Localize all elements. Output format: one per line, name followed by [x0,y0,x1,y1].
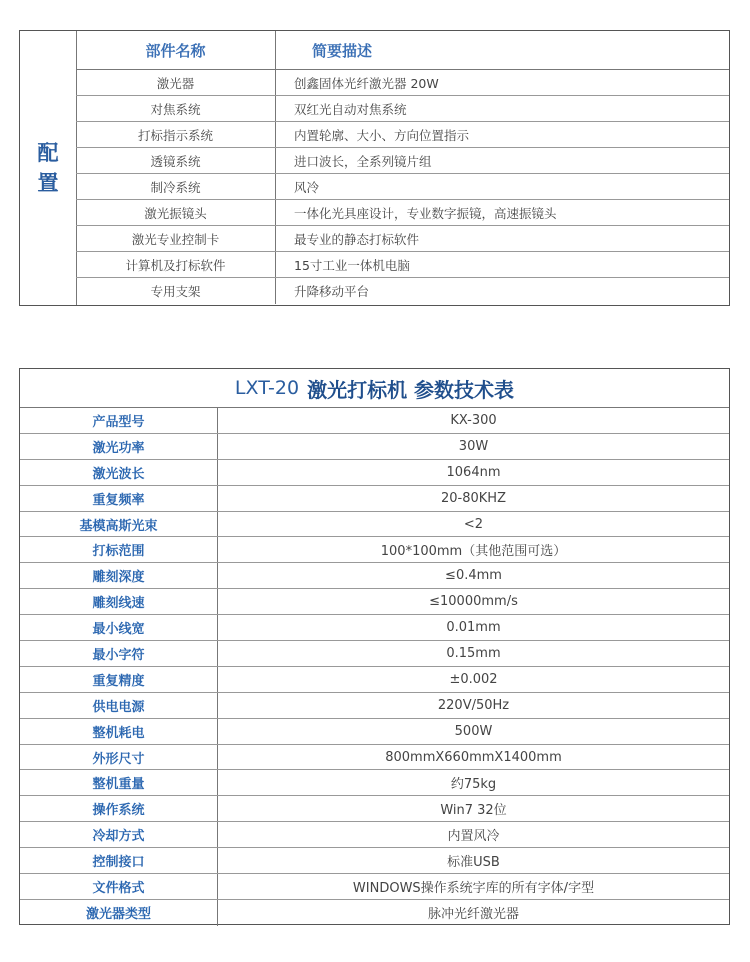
params-key-cell: 雕刻深度 [20,563,218,588]
config-desc-cell: 最专业的静态打标软件 [294,231,420,247]
config-header-row [76,31,729,70]
config-side-char-1: 配 [37,141,59,165]
params-key-cell: 文件格式 [20,874,218,899]
config-part-cell: 对焦系统 [76,96,276,121]
params-value-cell: <2 [463,516,484,532]
params-value-cell: 1064nm [446,464,501,480]
params-value-cell: 脉冲光纤激光器 [427,907,519,923]
params-row [20,641,729,667]
config-part-cell: 专用支架 [76,278,276,304]
params-title-model: LXT-20 [234,377,300,399]
params-row [20,589,729,615]
params-row [20,460,729,486]
params-title-name: 激光打标机 参数技术表 [307,377,515,402]
params-row [20,486,729,512]
params-value-cell: 约75kg [450,777,497,793]
params-value-cell: Win7 32位 [440,803,507,819]
params-key-cell: 基模高斯光束 [20,512,218,537]
params-key-cell: 操作系统 [20,796,218,821]
config-desc-cell: 升降移动平台 [294,284,370,299]
params-key-cell: 控制接口 [20,848,218,873]
params-row [20,512,729,538]
params-value-cell: 0.15mm [446,645,501,661]
config-part-cell: 激光振镜头 [76,200,276,225]
config-part-cell: 制冷系统 [76,174,276,199]
config-row [76,122,729,148]
config-side-char-2: 置 [37,171,59,195]
config-desc-cell: 进口波长，全系列镜片组 [294,153,432,169]
params-key-cell: 雕刻线速 [20,589,218,614]
config-side-label [20,31,77,305]
params-value-cell: 20-80KHZ [441,490,506,506]
params-row [20,745,729,771]
params-value-cell: 内置风冷 [447,829,500,845]
params-key-cell: 外形尺寸 [20,745,218,770]
params-value-cell: 0.01mm [446,620,501,636]
config-desc-cell: 双红光自动对焦系统 [294,101,407,117]
params-row [20,615,729,641]
params-key-cell: 最小线宽 [20,615,218,640]
config-desc-cell: 15寸工业一体机电脑 [294,257,410,273]
config-part-cell: 计算机及打标软件 [76,252,276,277]
params-value-cell: 220V/50Hz [437,697,510,713]
params-table [19,368,730,925]
params-value-cell: ≤0.4mm [445,568,502,584]
params-key-cell: 冷却方式 [20,822,218,847]
config-part-cell: 激光专业控制卡 [76,226,276,251]
params-key-cell: 产品型号 [20,408,218,433]
config-row [76,96,729,122]
config-row [76,70,729,96]
params-row [20,822,729,848]
params-value-cell: 500W [454,723,493,739]
params-row [20,408,729,434]
config-part-cell: 透镜系统 [76,148,276,173]
params-row [20,719,729,745]
params-row [20,434,729,460]
params-value-cell: ≤10000mm/s [429,594,518,610]
params-key-cell: 激光波长 [20,460,218,485]
params-value-cell: 30W [458,438,489,454]
config-row [76,226,729,252]
config-row [76,174,729,200]
config-desc-cell: 风冷 [294,179,320,195]
config-row [76,278,729,304]
params-row [20,693,729,719]
config-desc-cell: 一体化光具座设计，专业数字振镜，高速振镜头 [294,205,557,221]
config-header-desc: 简要描述 [312,41,373,60]
params-row [20,537,729,563]
config-desc-cell: 创鑫固体光纤激光器 20W [294,75,439,91]
params-key-cell: 整机重量 [20,770,218,795]
params-key-cell: 重复精度 [20,667,218,692]
params-key-cell: 重复频率 [20,486,218,511]
params-row [20,667,729,693]
params-key-cell: 激光功率 [20,434,218,459]
config-row [76,148,729,174]
config-part-cell: 激光器 [76,70,276,95]
params-key-cell: 整机耗电 [20,719,218,744]
params-value-cell: WINDOWS操作系统字库的所有字体/字型 [352,880,595,896]
config-part-cell: 打标指示系统 [76,122,276,147]
params-row [20,900,729,926]
params-value-cell: 标准USB [447,855,500,871]
config-table [19,30,730,306]
params-key-cell: 打标范围 [20,537,218,562]
params-row [20,770,729,796]
params-row [20,563,729,589]
params-value-cell: KX-300 [450,412,497,428]
params-key-cell: 最小字符 [20,641,218,666]
params-title [20,369,729,408]
params-key-cell: 激光器类型 [20,900,218,926]
params-key-cell: 供电电源 [20,693,218,718]
config-row [76,252,729,278]
params-row [20,848,729,874]
params-value-cell: 800mmX660mmX1400mm [385,749,562,765]
config-desc-cell: 内置轮廓、大小、方向位置指示 [294,127,470,143]
config-row [76,200,729,226]
params-row [20,796,729,822]
params-value-cell: ±0.002 [449,671,498,687]
config-grid [76,31,729,305]
params-row [20,874,729,900]
params-value-cell: 100*100mm（其他范围可选） [380,544,567,560]
config-header-part: 部件名称 [76,31,276,69]
